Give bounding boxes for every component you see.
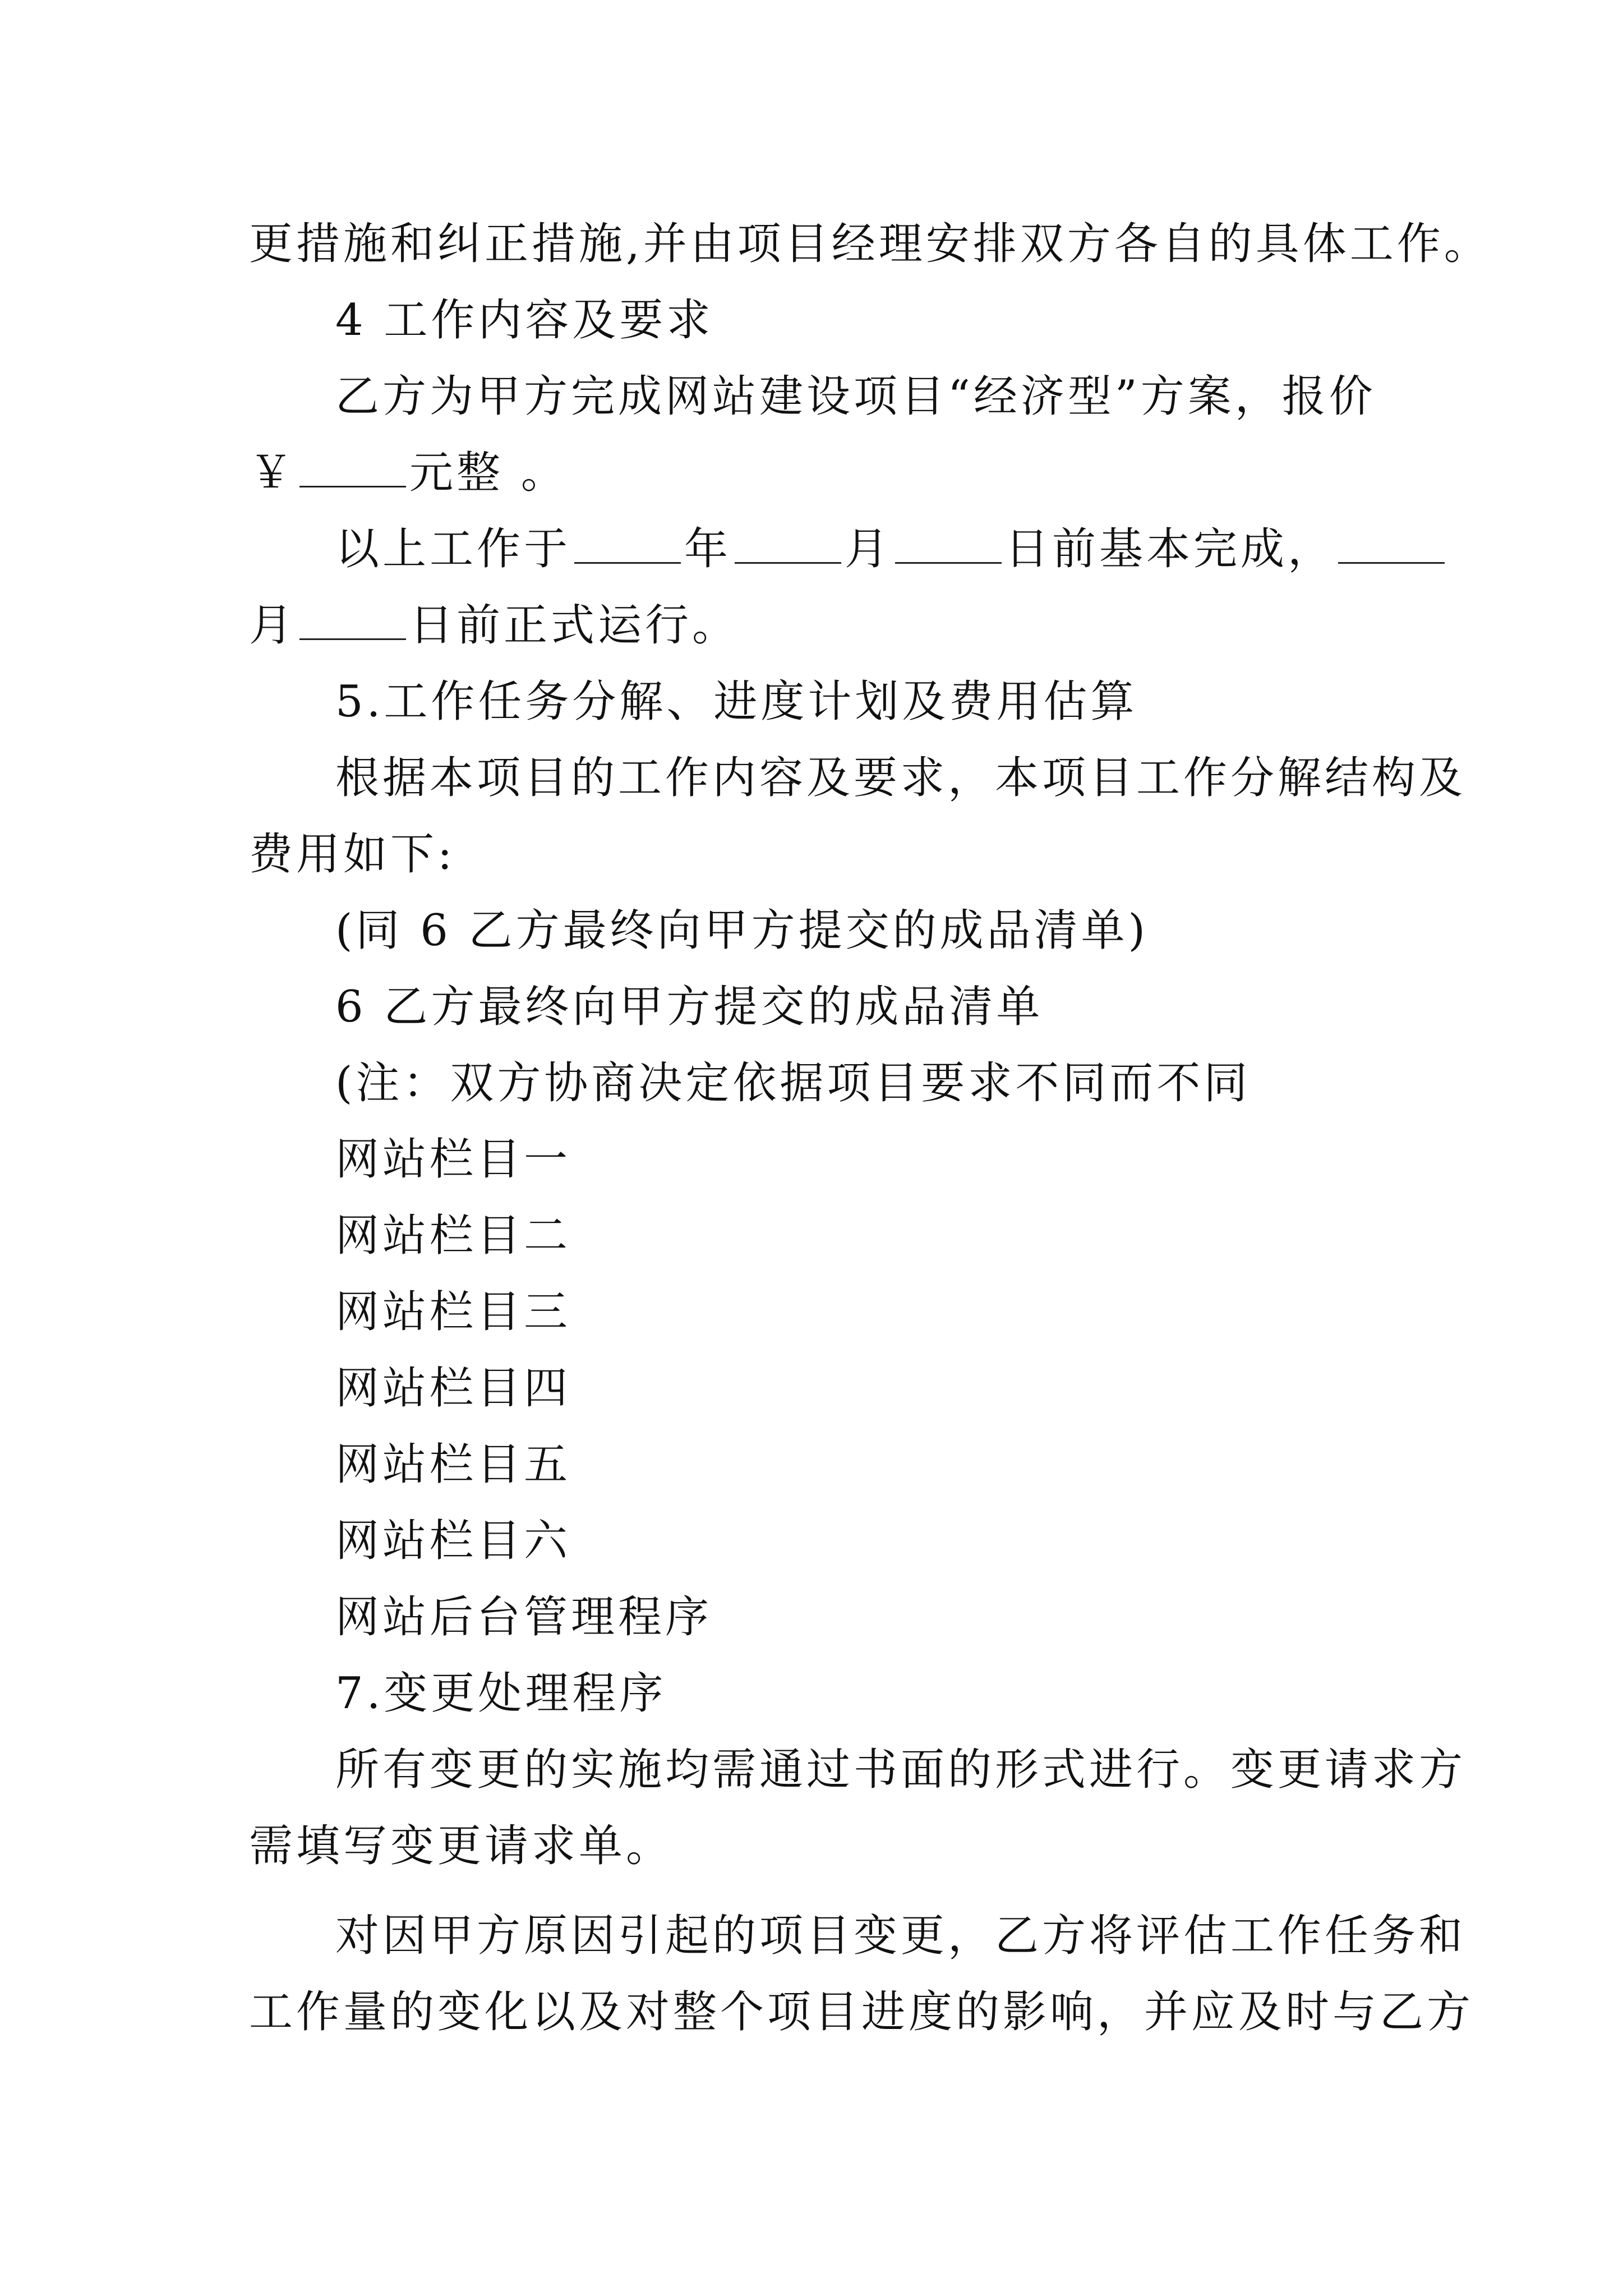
date-prefix: 以上工作于	[335, 524, 571, 574]
month-label: 月	[249, 600, 297, 651]
list-item: 网站栏目六	[335, 1516, 571, 1566]
price-suffix: 元整 。	[409, 448, 568, 498]
price-line	[249, 442, 568, 504]
paragraph-line: 费用如下:	[249, 829, 456, 880]
list-item: 网站后台管理程序	[335, 1592, 713, 1642]
note-line: (注：双方协商决定依据项目要求不同而不同	[335, 1058, 1251, 1108]
section-heading-6: 6 乙方最终向甲方提交的成品清单	[335, 982, 1044, 1032]
paragraph-line: 工作量的变化以及对整个项目进度的影响，并应及时与乙方	[249, 1987, 1474, 2037]
month-label: 月	[845, 524, 892, 574]
date-line	[249, 595, 739, 656]
section-heading-7: 7.变更处理程序	[335, 1668, 667, 1719]
currency-symbol: ￥	[249, 448, 297, 498]
paragraph-line: (同 6 乙方最终向甲方提交的成品清单)	[335, 905, 1149, 956]
trailing-blank	[1338, 525, 1445, 564]
list-item: 网站栏目二	[335, 1211, 571, 1261]
paragraph-line: 更措施和纠正措施,并由项目经理安排双方各自的具体工作。	[249, 219, 1491, 269]
year-label: 年	[684, 524, 732, 574]
date-line	[335, 518, 1448, 580]
operation-text: 日前正式运行。	[409, 600, 740, 651]
section-heading-5: 5.工作任务分解、进度计划及费用估算	[335, 677, 1138, 727]
paragraph-line: 根据本项目的工作内容及要求，本项目工作分解结构及	[335, 753, 1467, 803]
list-item: 网站栏目三	[335, 1287, 571, 1337]
paragraph-line: 需填写变更请求单。	[249, 1821, 674, 1871]
year-blank	[574, 525, 681, 564]
section-heading-4: 4 工作内容及要求	[335, 295, 714, 346]
paragraph-line: 对因甲方原因引起的项目变更，乙方将评估工作任务和	[335, 1911, 1467, 1961]
list-item: 网站栏目一	[335, 1134, 571, 1185]
list-item: 网站栏目四	[335, 1363, 571, 1414]
list-item: 网站栏目五	[335, 1439, 571, 1490]
day-blank	[895, 525, 1002, 564]
month-blank	[735, 525, 841, 564]
completion-text: 日前基本完成，	[1005, 524, 1335, 574]
day-blank	[299, 601, 406, 640]
price-blank	[299, 449, 406, 487]
paragraph-line: 乙方为甲方完成网站建设项目“经济型”方案，报价	[335, 371, 1376, 422]
paragraph-line: 所有变更的实施均需通过书面的形式进行。变更请求方	[335, 1745, 1467, 1795]
